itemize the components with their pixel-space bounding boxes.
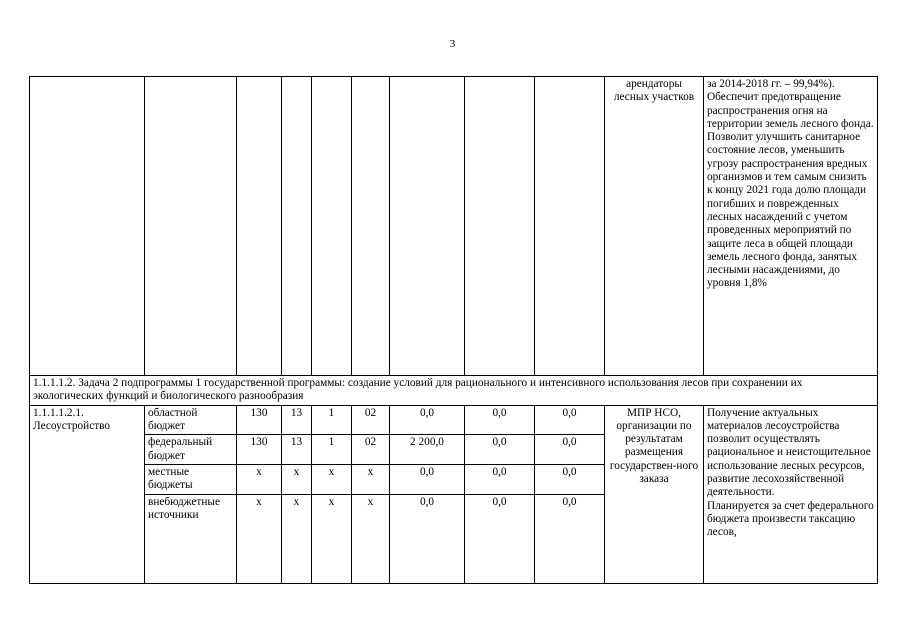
code-cell: x [312, 464, 352, 494]
code-cell: 130 [237, 435, 282, 465]
value-cell: 0,0 [535, 435, 605, 465]
result-line: Получение актуальных материалов лесоустройства позволит осуществлять рациональное и неистощительное использование лесных ресурсов, развитие лесохозяйственной деятельности. [707, 406, 871, 499]
activity-executor: МПР НСО, организации по результатам размещения государствен-ного заказа [605, 405, 704, 583]
code-cell: 02 [352, 435, 390, 465]
code-cell: x [237, 464, 282, 494]
value-cell: 0,0 [465, 494, 535, 583]
continued-row [30, 77, 878, 376]
result-line: за 2014-2018 гг. – 99,94%). [707, 78, 835, 90]
cell-empty [390, 77, 465, 376]
code-cell: 1 [312, 435, 352, 465]
value-cell: 0,0 [465, 464, 535, 494]
page-number: 3 [449, 38, 456, 50]
value-cell: 0,0 [535, 464, 605, 494]
result-line: Планируется за счет федерального бюджета произвести таксацию лесов, [707, 499, 874, 539]
code-cell: 02 [352, 405, 390, 435]
activity-row-1 [30, 405, 878, 435]
cell-empty [465, 77, 535, 376]
funding-source: областной бюджет [145, 405, 237, 435]
value-cell: 0,0 [465, 405, 535, 435]
code-cell: x [237, 494, 282, 583]
code-cell: x [312, 494, 352, 583]
cell-empty [282, 77, 312, 376]
cell-empty [237, 77, 282, 376]
code-cell: 1 [312, 405, 352, 435]
value-cell: 0,0 [535, 494, 605, 583]
value-cell: 0,0 [535, 405, 605, 435]
code-cell: x [282, 464, 312, 494]
code-cell: x [352, 464, 390, 494]
executor-cell: арендаторы лесных участков [605, 77, 704, 376]
code-cell: 130 [237, 405, 282, 435]
cell-empty [145, 77, 237, 376]
result-line: Позволит улучшить санитарное состояние лесов, уменьшить угрозу распространения вредных организмов и тем самым снизить к концу 2021 года долю площади погибших и поврежденных лесных насаждений с учетом проведенных мероприятий по защите леса в общей площади земель лесного фонда, занятых лесными насаждениями, до уровня 1,8% [707, 131, 868, 290]
cell-empty [312, 77, 352, 376]
result-cell [704, 77, 878, 376]
program-table [29, 76, 878, 584]
cell-empty [535, 77, 605, 376]
value-cell: 2 200,0 [390, 435, 465, 465]
funding-source: федеральный бюджет [145, 435, 237, 465]
funding-source: местные бюджеты [145, 464, 237, 494]
cell-empty [352, 77, 390, 376]
funding-source: внебюджетные источники [145, 494, 237, 583]
value-cell: 0,0 [390, 494, 465, 583]
value-cell: 0,0 [390, 464, 465, 494]
activity-name: 1.1.1.1.2.1. Лесоустройство [30, 405, 145, 583]
result-line: Обеспечит предотвращение распространения огня на территории земель лесного фонда. [707, 91, 874, 130]
code-cell: 13 [282, 405, 312, 435]
code-cell: x [282, 494, 312, 583]
activity-result [704, 405, 878, 583]
value-cell: 0,0 [390, 405, 465, 435]
code-cell: 13 [282, 435, 312, 465]
cell-empty [30, 77, 145, 376]
code-cell: x [352, 494, 390, 583]
task-heading: 1.1.1.1.2. Задача 2 подпрограммы 1 государственной программы: создание условий для рационального и интенсивного использования лесов при сохранении их экологических функций и биологического разнообразия [30, 376, 878, 406]
task-row [30, 376, 878, 406]
value-cell: 0,0 [465, 435, 535, 465]
